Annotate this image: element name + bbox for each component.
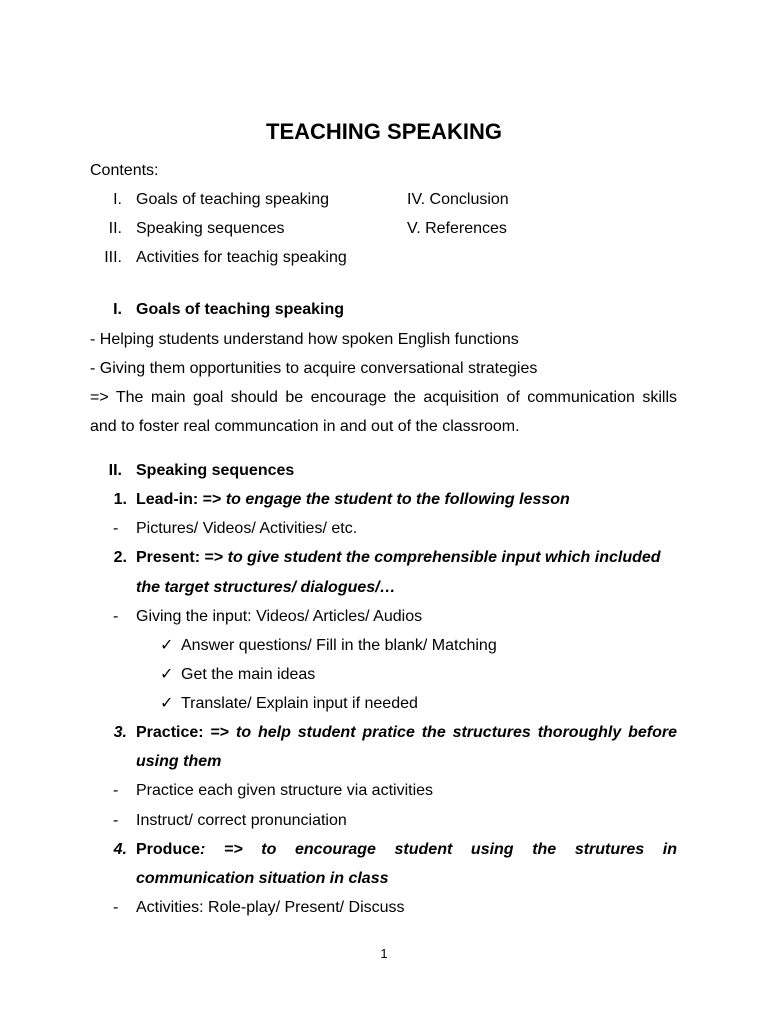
bullet-text: Activities: Role-play/ Present/ Discuss bbox=[136, 899, 405, 916]
check-icon: ✓ bbox=[160, 637, 174, 654]
bullet-text: Giving the input: Videos/ Articles/ Audios bbox=[136, 608, 423, 625]
dash-bullet: - bbox=[113, 608, 119, 625]
dash-bullet: - bbox=[113, 899, 119, 916]
page-title: TEACHING SPEAKING bbox=[266, 119, 502, 144]
step-line bbox=[136, 723, 677, 743]
dash-bullet: - bbox=[113, 520, 119, 537]
contents-label: Contents: bbox=[90, 162, 159, 179]
bullet-text: Practice each given structure via activities bbox=[136, 782, 434, 799]
step-line bbox=[136, 548, 661, 568]
step-description-cont: the target structures/ dialogues/… bbox=[136, 579, 396, 596]
check-icon: ✓ bbox=[160, 666, 174, 683]
contents-item-text: Speaking sequences bbox=[136, 220, 285, 237]
dash-bullet: - bbox=[113, 812, 119, 829]
check-item: Get the main ideas bbox=[181, 666, 316, 683]
step-description-cont: communication situation in class bbox=[136, 870, 389, 887]
body-line: - Helping students understand how spoken English functions bbox=[90, 331, 519, 348]
step-number: 1. bbox=[113, 491, 127, 508]
check-item: Answer questions/ Fill in the blank/ Matching bbox=[181, 637, 497, 654]
check-icon: ✓ bbox=[160, 695, 174, 712]
step-description: to help student pratice the structures thoroughly before bbox=[236, 724, 677, 741]
body-line: => The main goal should be encourage the acquisition of communication skills bbox=[90, 389, 677, 406]
contents-item-right: V. References bbox=[407, 220, 507, 237]
step-label-suffix: : bbox=[200, 841, 206, 858]
step-description-cont: using them bbox=[136, 753, 222, 770]
step-number: 4. bbox=[113, 841, 127, 858]
section-heading: Goals of teaching speaking bbox=[136, 301, 345, 318]
section-heading: Speaking sequences bbox=[136, 462, 295, 479]
body-line: and to foster real communcation in and out of the classroom. bbox=[90, 418, 520, 435]
contents-item-text: Goals of teaching speaking bbox=[136, 191, 330, 208]
step-line bbox=[136, 490, 570, 510]
step-label: Present: => bbox=[136, 549, 224, 566]
step-label: Produce bbox=[136, 841, 201, 858]
step-description: to give student the comprehensible input which included bbox=[227, 549, 661, 566]
check-item: Translate/ Explain input if needed bbox=[181, 695, 418, 712]
bullet-text: Pictures/ Videos/ Activities/ etc. bbox=[136, 520, 358, 537]
page-number: 1 bbox=[380, 946, 388, 961]
contents-item-num: II. bbox=[108, 220, 122, 237]
dash-bullet: - bbox=[113, 782, 119, 799]
step-number: 2. bbox=[113, 549, 127, 566]
step-description: => to encourage student using the strutures in bbox=[223, 841, 677, 858]
contents-item-right: IV. Conclusion bbox=[407, 191, 509, 208]
step-description: to engage the student to the following lesson bbox=[225, 491, 570, 508]
section-number: I. bbox=[113, 301, 122, 318]
bullet-text: Instruct/ correct pronunciation bbox=[136, 812, 347, 829]
step-number: 3. bbox=[113, 724, 127, 741]
step-label: Practice: => bbox=[136, 724, 230, 741]
step-label: Lead-in: => bbox=[136, 491, 222, 508]
step-line bbox=[136, 840, 677, 860]
contents-item-num: I. bbox=[113, 191, 122, 208]
body-line: - Giving them opportunities to acquire conversational strategies bbox=[90, 360, 538, 377]
section-number: II. bbox=[108, 462, 122, 479]
contents-item-num: III. bbox=[104, 249, 122, 266]
contents-item-text: Activities for teachig speaking bbox=[136, 249, 347, 266]
